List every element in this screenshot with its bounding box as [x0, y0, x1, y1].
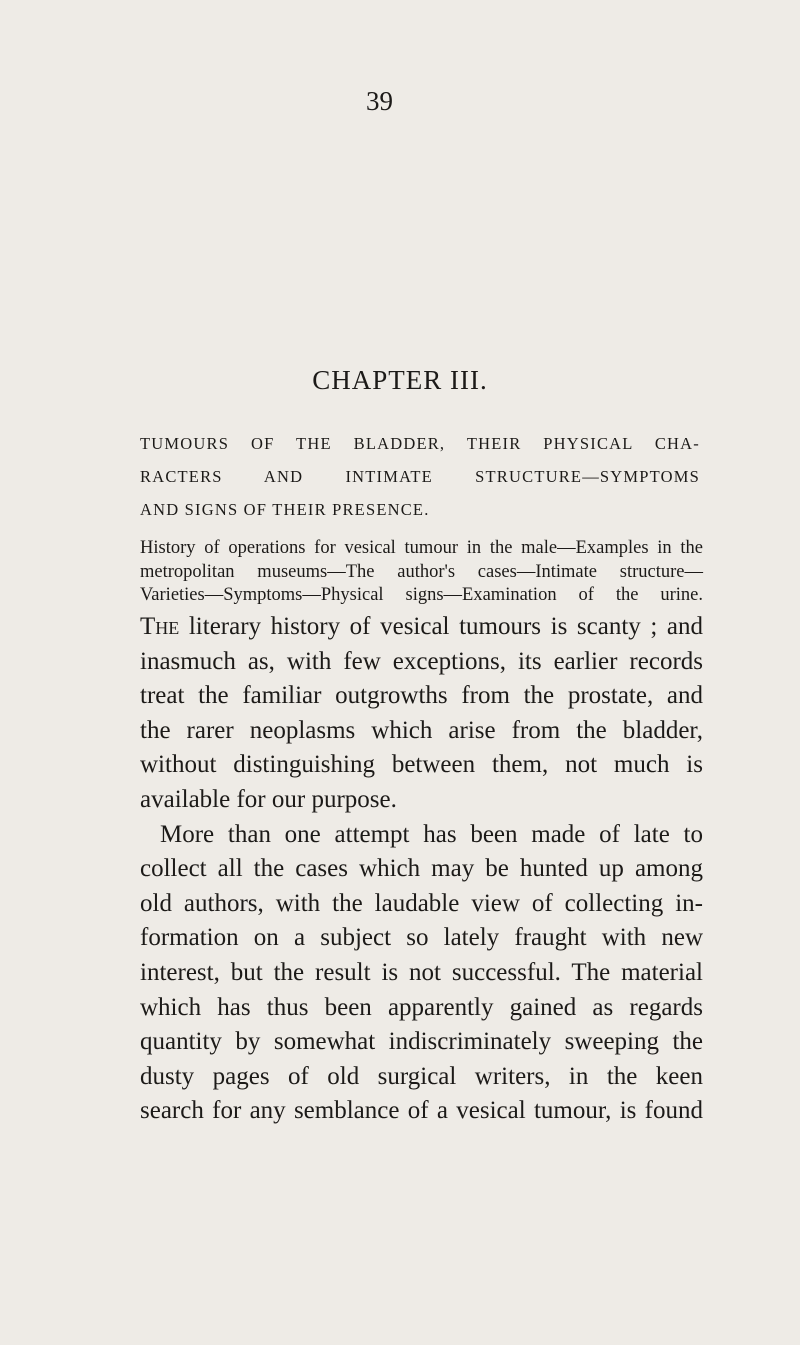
chapter-heading-line: AND SIGNS OF THEIR PRESENCE. [140, 500, 430, 519]
opening-word: The [140, 613, 180, 640]
chapter-title: CHAPTER III. [312, 365, 488, 395]
body-line: interest, but the result is not successful. The material [140, 958, 703, 986]
body-line: old authors, with the laudable view of collecting in- [140, 889, 703, 917]
chapter-synopsis [140, 537, 703, 608]
body-line: collect all the cases which may be hunted up among [140, 855, 703, 883]
page-number: 39 [366, 86, 393, 116]
body-line-text: literary history of vesical tumours is scanty ; and [179, 613, 703, 640]
body-line: More than one attempt has been made of late to [160, 820, 703, 848]
body-text [140, 610, 703, 1129]
body-line: without distinguishing between them, not much is [140, 751, 703, 779]
body-line: which has thus been apparently gained as regards [140, 993, 703, 1021]
body-line: available for our purpose. [140, 785, 397, 813]
chapter-heading-line: RACTERS AND INTIMATE STRUCTURE—SYMPTOMS [140, 467, 700, 486]
synopsis-line: Varieties—Symptoms—Physical signs—Examination of the urine. [140, 585, 703, 605]
synopsis-line: History of operations for vesical tumour in the male—Examples in the [140, 538, 703, 558]
body-line [140, 610, 703, 645]
chapter-heading-line: TUMOURS OF THE BLADDER, THEIR PHYSICAL CHA- [140, 434, 700, 453]
body-line: search for any semblance of a vesical tumour, is found [140, 1097, 703, 1125]
chapter-heading [140, 427, 700, 526]
body-line: treat the familiar outgrowths from the prostate, and [140, 682, 703, 710]
body-line: quantity by somewhat indiscriminately sweeping the [140, 1028, 703, 1056]
body-line: inasmuch as, with few exceptions, its earlier records [140, 647, 703, 675]
body-line: the rarer neoplasms which arise from the bladder, [140, 716, 703, 744]
body-line: formation on a subject so lately fraught with new [140, 924, 703, 952]
body-line: dusty pages of old surgical writers, in the keen [140, 1062, 703, 1090]
synopsis-line: metropolitan museums—The author's cases—Intimate structure— [140, 561, 703, 582]
